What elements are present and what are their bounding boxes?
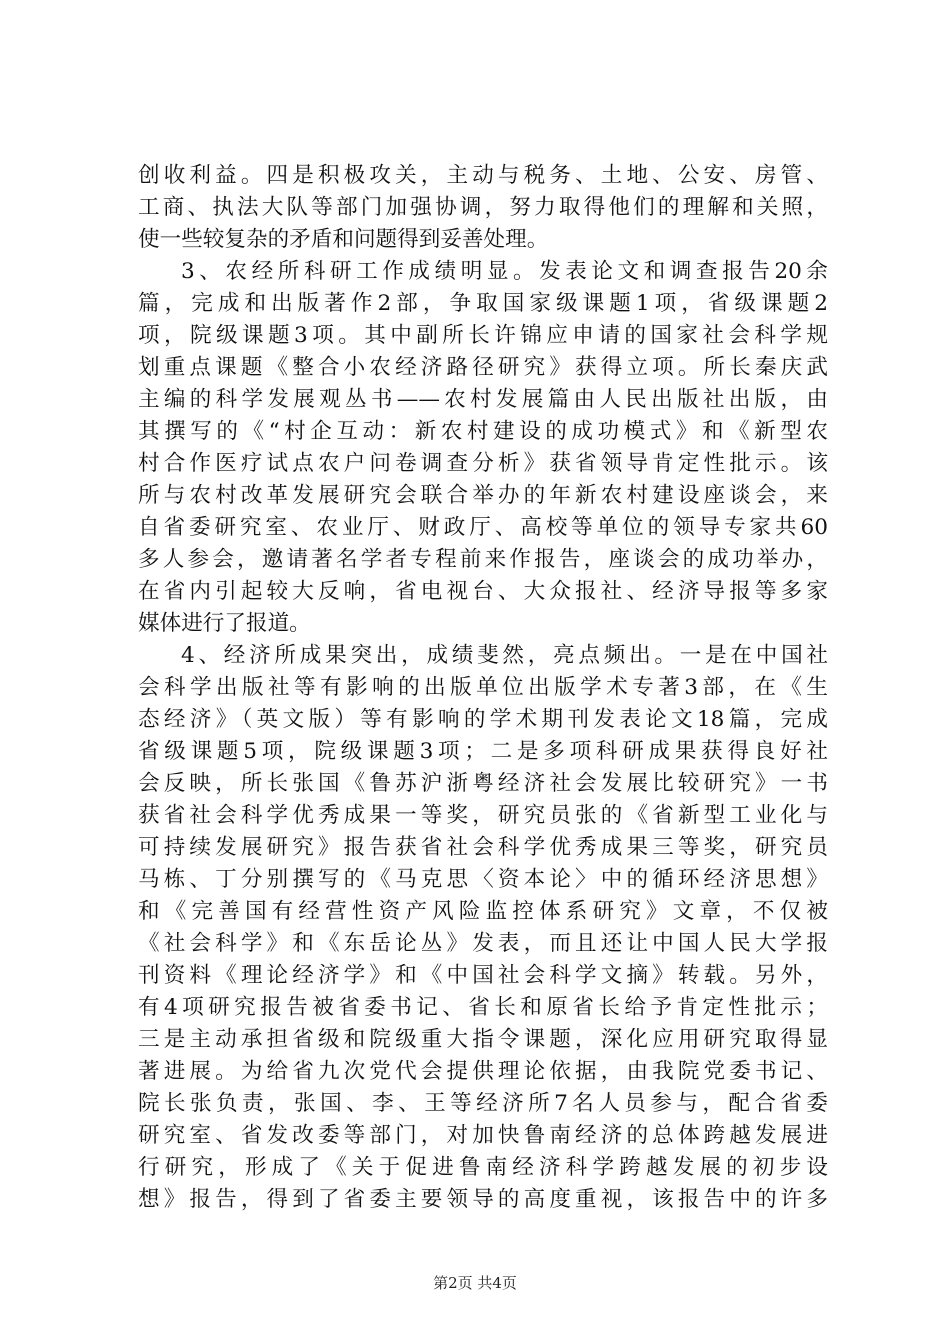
text-line: 主编的科学发展观丛书——农村发展篇由人民出版社出版，由 <box>138 387 828 412</box>
text-line: 创收利益。四是积极攻关，主动与税务、土地、公安、房管、 <box>138 163 828 188</box>
text-line: 院长张负责，张国、李、王等经济所7名人员参与，配合省委 <box>138 1091 828 1116</box>
text-line: 其撰写的《“村企互动：新农村建设的成功模式》和《新型农 <box>138 419 828 444</box>
text-line: 工商、执法大队等部门加强协调，努力取得他们的理解和关照， <box>138 195 828 220</box>
text-line: 村合作医疗试点农户问卷调查分析》获省领导肯定性批示。该 <box>138 451 828 476</box>
text-line: 可持续发展研究》报告获省社会科学优秀成果三等奖，研究员 <box>138 835 828 860</box>
text-line: 和《完善国有经营性资产风险监控体系研究》文章，不仅被 <box>138 899 828 924</box>
text-line: 篇，完成和出版著作2部，争取国家级课题1项，省级课题2 <box>138 291 828 316</box>
text-line: 研究室、省发改委等部门，对加快鲁南经济的总体跨越发展进 <box>138 1123 828 1148</box>
document-body <box>138 160 828 1216</box>
text-line: 想》报告，得到了省委主要领导的高度重视，该报告中的许多 <box>138 1187 828 1212</box>
text-line: 有4项研究报告被省委书记、省长和原省长给予肯定性批示； <box>138 995 828 1020</box>
text-line: 多人参会，邀请著名学者专程前来作报告，座谈会的成功举办， <box>138 547 828 572</box>
text-line: 态经济》（英文版）等有影响的学术期刊发表论文18篇，完成 <box>138 707 828 732</box>
text-line: 会反映，所长张国《鲁苏沪浙粤经济社会发展比较研究》一书 <box>138 771 828 796</box>
text-line: 获省社会科学优秀成果一等奖，研究员张的《省新型工业化与 <box>138 803 828 828</box>
text-line: 在省内引起较大反响，省电视台、大众报社、经济导报等多家 <box>138 579 828 604</box>
text-line: 三是主动承担省级和院级重大指令课题，深化应用研究取得显 <box>138 1027 828 1052</box>
text-line: 3、农经所科研工作成绩明显。发表论文和调查报告20余 <box>181 259 828 284</box>
text-line: 4、经济所成果突出，成绩斐然，亮点频出。一是在中国社 <box>181 643 828 668</box>
text-line: 划重点课题《整合小农经济路径研究》获得立项。所长秦庆武 <box>138 355 828 380</box>
text-line: 使一些较复杂的矛盾和问题得到妥善处理。 <box>138 227 549 252</box>
text-line: 《社会科学》和《东岳论丛》发表，而且还让中国人民大学报 <box>138 931 828 956</box>
page-number-footer: 第2页 共4页 <box>433 1274 517 1292</box>
text-line: 会科学出版社等有影响的出版单位出版学术专著3部，在《生 <box>138 675 828 700</box>
text-line: 著进展。为给省九次党代会提供理论依据，由我院党委书记、 <box>138 1059 828 1084</box>
text-line: 马栋、丁分别撰写的《马克思〈资本论〉中的循环经济思想》 <box>138 867 828 892</box>
text-line: 行研究，形成了《关于促进鲁南经济科学跨越发展的初步设 <box>138 1155 828 1180</box>
text-line: 项，院级课题3项。其中副所长许锦应申请的国家社会科学规 <box>138 323 828 348</box>
text-line: 所与农村改革发展研究会联合举办的年新农村建设座谈会，来 <box>138 483 828 508</box>
text-line: 媒体进行了报道。 <box>138 611 311 636</box>
text-line: 自省委研究室、农业厅、财政厅、高校等单位的领导专家共60 <box>138 515 828 540</box>
text-line: 刊资料《理论经济学》和《中国社会科学文摘》转载。另外， <box>138 963 828 988</box>
text-line: 省级课题5项，院级课题3项；二是多项科研成果获得良好社 <box>138 739 828 764</box>
